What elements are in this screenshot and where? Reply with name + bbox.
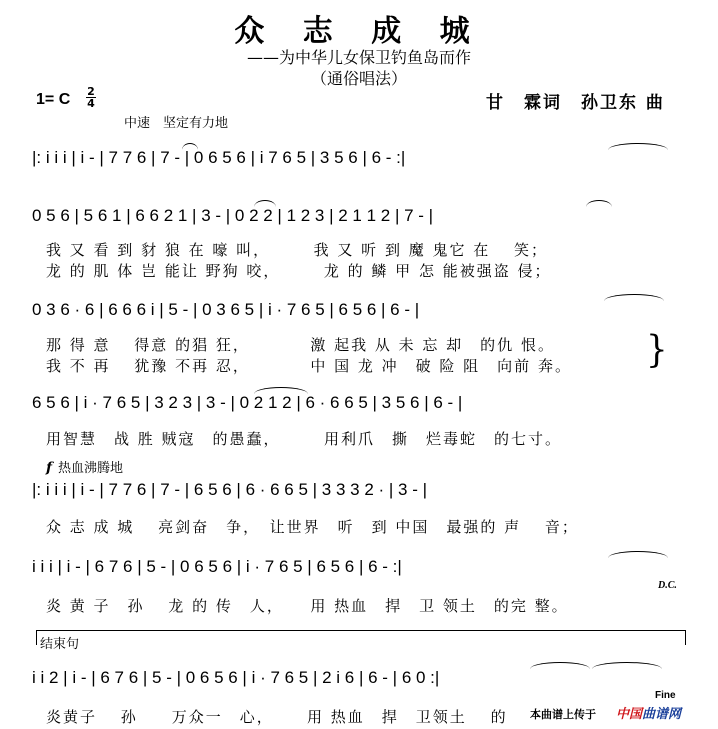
slur <box>254 200 276 207</box>
lyric-line-3a: 那 得 意 得意 的猖 狂， 激 起我 从 未 忘 却 的仇 恨。 <box>46 336 555 354</box>
dynamic-symbol: f <box>46 460 53 476</box>
key-signature: 1= C <box>36 91 71 108</box>
lyric-line-2b: 龙 的 肌 体 岂 能让 野狗 咬， 龙 的 鳞 甲 怎 能被强盗 侵； <box>46 262 552 280</box>
time-signature-bottom: 4 <box>87 97 95 110</box>
ending-label: 结束句 <box>40 637 80 652</box>
lyric-line-4: 用智慧 战 胜 贼寇 的愚蠢， 用利爪 撕 烂毒蛇 的七寸。 <box>46 430 563 448</box>
slur <box>586 200 612 207</box>
dynamic-marking <box>46 457 123 476</box>
notation-line-3: 0 3 6 · 6 | 6 6 6 i | 5 - | 0 3 6 5 | i · 7 6 5 | 6 5 6 | 6 - | <box>32 300 420 319</box>
dynamic-text: 热血沸腾地 <box>58 461 124 476</box>
slur <box>254 387 308 394</box>
time-signature-top: 2 <box>87 85 95 98</box>
slur <box>608 143 668 150</box>
time-signature <box>86 86 96 109</box>
lyric-line-2a: 我 又 看 到 豺 狼 在 嚎 叫， 我 又 听 到 魔 鬼它 在 笑； <box>46 241 549 259</box>
dc-marking: D.C. <box>658 580 677 591</box>
slur <box>182 143 198 150</box>
notation-line-2: 0 5 6 | 5 6 1 | 6 6 2 1 | 3 - | 0 2 2 | 1 2 3 | 2 1 1 2 | 7 - | <box>32 206 434 225</box>
ending-bracket <box>36 630 686 645</box>
slur <box>530 662 590 669</box>
lyric-line-6: 炎 黄 子 孙 龙 的 传 人， 用 热血 捍 卫 领土 的完 整。 <box>46 597 569 615</box>
site-logo-part-a: 中国 <box>616 707 643 722</box>
slur <box>604 294 664 301</box>
notation-line-7: i i 2 | i - | 6 7 6 | 5 - | 0 6 5 6 | i · 7 6 5 | 2 i 6 | 6 - | 6 0 :| <box>32 668 440 687</box>
lyric-line-7: 炎黄子 孙 万众一 心， 用 热血 捍 卫领土 的 <box>46 708 508 726</box>
lyric-line-3b: 我 不 再 犹豫 不再 忍， 中 国 龙 冲 破 险 阻 向前 奔。 <box>46 357 572 375</box>
notation-line-6: i i i | i - | 6 7 6 | 5 - | 0 6 5 6 | i · 7 6 5 | 6 5 6 | 6 - :| <box>32 557 402 576</box>
site-logo <box>614 703 683 722</box>
slur <box>592 662 662 669</box>
slur <box>608 551 668 558</box>
verse-brace: } <box>646 328 668 372</box>
song-title: 众 志 成 城 <box>234 14 484 49</box>
notation-line-5: |: i i i | i - | 7 7 6 | 7 - | 6 5 6 | 6 · 6 6 5 | 3 3 3 2 · | 3 - | <box>32 480 428 499</box>
credits: 甘 霖词 孙卫东 曲 <box>486 93 665 113</box>
tempo-marking: 中速 坚定有力地 <box>124 116 229 131</box>
site-logo-part-b: 曲谱网 <box>642 707 682 722</box>
song-subtitle-style: （通俗唱法） <box>310 69 407 88</box>
upload-watermark: 本曲谱上传于 <box>530 708 596 721</box>
notation-line-4: 6 5 6 | i · 7 6 5 | 3 2 3 | 3 - | 0 2 1 2 | 6 · 6 6 5 | 3 5 6 | 6 - | <box>32 393 463 412</box>
song-subtitle: ——为中华儿女保卫钓鱼岛而作 <box>246 48 471 67</box>
notation-line-1: |: i i i | i - | 7 7 6 | 7 - | 0 6 5 6 | i 7 6 5 | 3 5 6 | 6 - :| <box>32 148 406 167</box>
lyric-line-5: 众 志 成 城 亮剑奋 争， 让世界 听 到 中国 最强的 声 音； <box>46 518 579 536</box>
fine-marking: Fine <box>655 690 676 701</box>
